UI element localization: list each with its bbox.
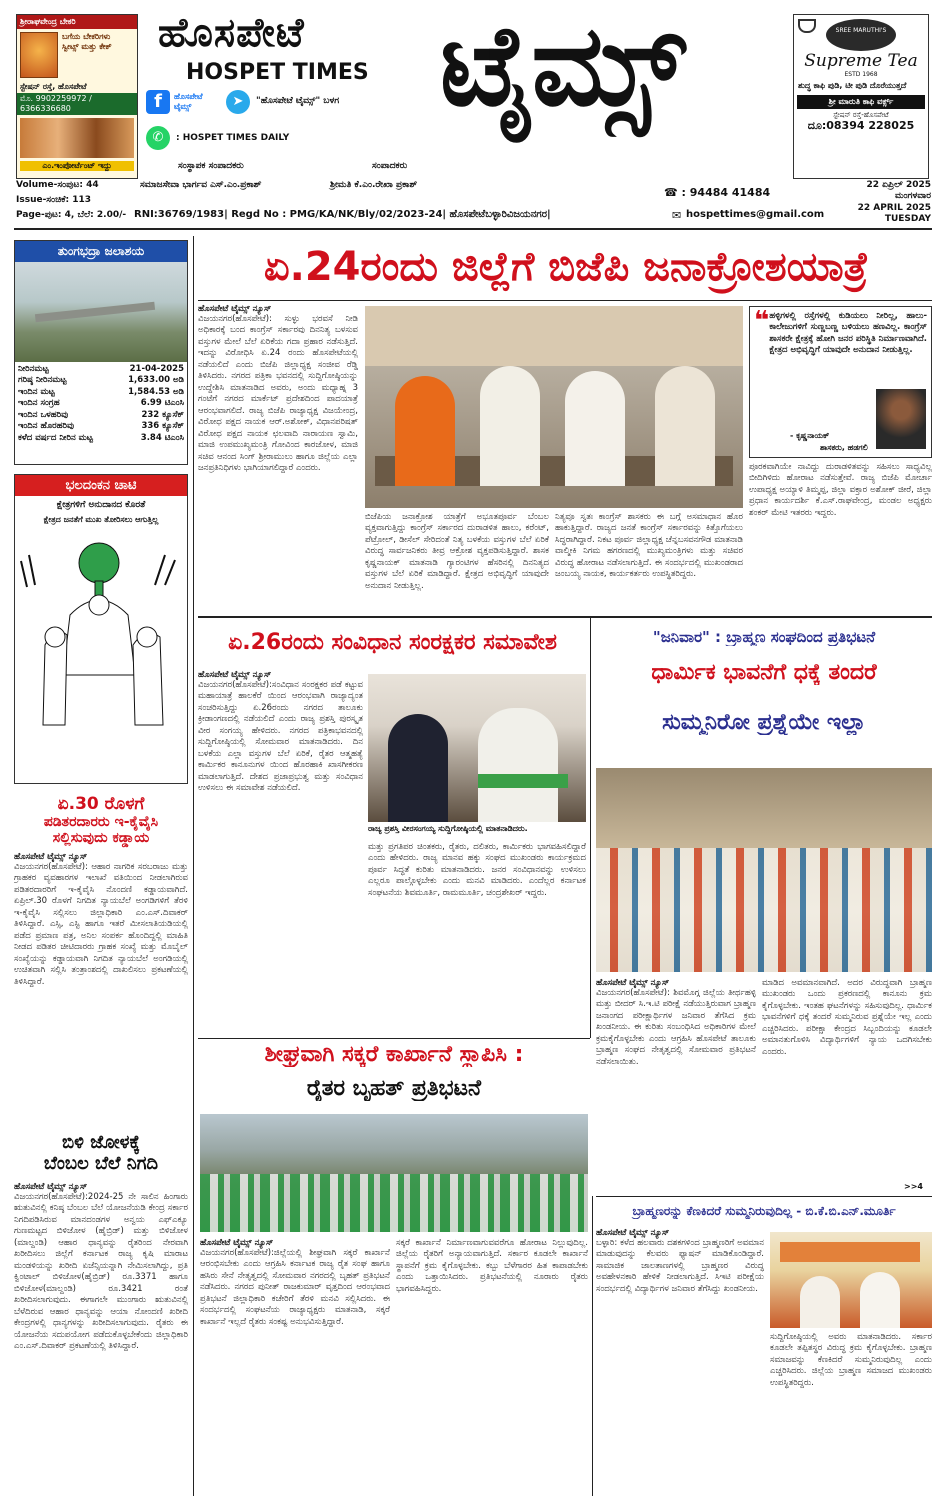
- facebook-label[interactable]: ಹೊಸಪೇಟೆ ಟೈಮ್ಸ್: [174, 92, 203, 111]
- story-sugar-body1: ವಿಜಯನಗರ(ಹೊಸಪೇಟೆ):ಜಿಲ್ಲೆಯಲ್ಲಿ ಶೀಘ್ರವಾಗಿ ಸಕ್ಕರೆ ಕಾರ್ಖಾನೆ ಆರಂಭಿಸಬೇಕು ಎಂದು ಆಗ್ರಹಿಸಿ ಕರ್ನಾಟಕ ರಾಜ್ಯ ರೈತ ಸಂಘ ಹಾಗೂ ಹಸಿರು ಸೇನೆ ನೇತೃತ್ವದಲ್ಲಿ ಸೋಮವಾರ ನಗರದಲ್ಲಿ ಬೃಹತ್ ಪ್ರತಿಭಟನೆ ನಡೆಸಿದರು. ನಗರದ ಪುನೀತ್ ರಾಜಕುಮಾರ್ ವೃತ್ತದಿಂದ ಆರಂಭವಾದ ಪ್ರತಿಭಟನೆ ಜಿಲ್ಲಾಧಿಕಾರಿ ಕಚೇರಿಗೆ ತೆರಳಿ ಮನವಿ ಸಲ್ಲಿಸಿದರು. ಈ ಸಂದರ್ಭದಲ್ಲಿ ಸಂಘಟನೆಯ ರಾಜ್ಯಾಧ್ಯಕ್ಷರು ಮಾತನಾಡಿ, ಸಕ್ಕರೆ ಕಾರ್ಖಾನೆ ಇಲ್ಲದೆ ರೈತರು ಸಂಕಷ್ಟ ಅನುಭವಿಸುತ್ತಿದ್ದಾರೆ.: [200, 1248, 390, 1327]
- cartoon-box: [14, 474, 188, 784]
- dam-row-value: 1,584.53 ಅಡಿ: [128, 386, 184, 397]
- dam-row-value: 232 ಕ್ಯೂಸೆಕ್: [141, 409, 184, 420]
- tea-cup-icon: [798, 19, 816, 33]
- story-sam-dateline: ಹೊಸಪೇಟೆ ಟೈಮ್ಸ್ ನ್ಯೂಸ್: [198, 670, 272, 680]
- founder-name: ಸಮಾಜಸೇವಾ ಭಾರ್ಗವ ಎಸ್.ಎಂ.ಪ್ರಕಾಶ್: [140, 180, 262, 190]
- telegram-icon[interactable]: ➤: [226, 90, 250, 114]
- dam-row: [18, 387, 184, 398]
- ad-right: [793, 14, 929, 179]
- ad-right-desc: ಶುದ್ಧ ಕಾಫಿ ಪುಡಿ, ಟೀ ಪುಡಿ ದೊರೆಯುತ್ತದೆ: [798, 80, 907, 90]
- ad-right-phone: ದೂ:08394 228025: [807, 119, 915, 133]
- dam-row-label: ಕಳೆದ ವರ್ಷದ ನೀರಿನ ಮಟ್ಟ: [18, 432, 93, 443]
- dam-table: [15, 362, 187, 446]
- lead-photo: [365, 306, 743, 508]
- story-brahmin-col2: [770, 1332, 932, 1496]
- story-brahmin-headline: ಬ್ರಾಹ್ಮಣರನ್ನು ಕೆಣಕಿದರೆ ಸುಮ್ಮನಿರುವುದಿಲ್ಲ - ಬಿ.ಕೆ.ಬಿ.ಎನ್.ಮೂರ್ತಿ: [632, 1204, 896, 1218]
- dam-row-value: 21-04-2025: [129, 364, 184, 374]
- dam-header: ತುಂಗಭದ್ರಾ ಜಲಾಶಯ: [15, 241, 187, 262]
- masthead-rule: [14, 228, 932, 230]
- story-janivara-body1: ವಿಜಯನಗರ(ಹೊಸಪೇಟೆ): ಶಿವಮೊಗ್ಗ ಜಿಲ್ಲೆಯ ತೀರ್ಥಹಳ್ಳಿ ಮತ್ತು ಬೀದರ್ ಸಿ.ಇ.ಟಿ ಪರೀಕ್ಷೆ ನಡೆಯುತ್ತಿರುವಾಗ ಬ್ರಾಹ್ಮಣ ಜನಾಂಗದ ಪರೀಕ್ಷಾರ್ಥಿಗಳ ಜನಿವಾರ ತೆಗೆಸಿದ ಕ್ರಮ ಖಂಡನೀಯ. ಈ ಕುರಿತು ಸಂಬಂಧಿಸಿದ ಅಧಿಕಾರಿಗಳ ಮೇಲೆ ಕ್ರಮಕೈಗೊಳ್ಳಬೇಕು ಎಂದು ಆಗ್ರಹಿಸಿ ಹೊಸಪೇಟೆ ತಾಲೂಕು ಬ್ರಾಹ್ಮಣ ಸಂಘದ ನೇತೃತ್ವದಲ್ಲಿ ಸೋಮವಾರ ಪ್ರತಿಭಟನೆ ನಡೆಸಲಾಯಿತು.: [596, 988, 756, 1067]
- email[interactable]: hospettimes@gmail.com: [686, 209, 825, 220]
- dam-row: [18, 364, 184, 375]
- ad-left-line2: ಸ್ವೀಟ್ಸ್ ಮತ್ತು ಕೇಕ್: [62, 42, 112, 51]
- cartoon-drawing: [15, 525, 187, 745]
- dam-row-label: ಗರಿಷ್ಠ ನೀರಿನಮಟ್ಟ: [18, 375, 67, 386]
- dam-row: [18, 421, 184, 432]
- story-sam-headline: ಏ.26ರಂದು ಸಂವಿಧಾನ ಸಂರಕ್ಷಕರ ಸಮಾವೇಶ: [228, 630, 557, 655]
- ad-left-line1: ಬಗೆಯ ಬೇಕರಿಗಳು: [62, 32, 111, 41]
- volume: Volume-ಸಂಪುಟ: 44: [16, 180, 99, 190]
- lead-headline: ಏ.24ರಂದು ಜಿಲ್ಲೆಗೆ ಬಿಜೆಪಿ ಜನಾಕ್ರೋಶಯಾತ್ರೆ: [263, 244, 869, 290]
- story-sugar-col2: [396, 1238, 588, 1496]
- story-sam-body2: ಮತ್ತು ಪ್ರಗತಿಪರ ಚಿಂತಕರು, ರೈತರು, ದಲಿತರು, ಕಾರ್ಮಿಕರು ಭಾಗವಹಿಸಲಿದ್ದಾರೆ ಎಂದು ಹೇಳಿದರು. ರಾಜ್ಯ ಮಾನವ ಹಕ್ಕು ಸಂಘದ ಮುಖಂಡರು ಕಾರ್ಯಕ್ರಮದ ಪೂರ್ವ ಸಿದ್ಧತೆ ಕುರಿತು ಮಾತನಾಡಿದರು. ಜನರ ಸಂವಿಧಾನವನ್ನು ಉಳಿಸಲು ಎಲ್ಲರೂ ಪಾಲ್ಗೊಳ್ಳಬೇಕು ಎಂದು ಮನವಿ ಮಾಡಿದರು. ಎಂದೆಲ್ಲರ ಕರ್ನಾಟಕ ಸಂಘಟನೆಯ ಶಿವಮೂರ್ತಿ, ರಾಮಮೂರ್ತಿ, ಚಂದ್ರಶೇಖರ್ ಇದ್ದರು.: [368, 842, 586, 898]
- cartoon-caption: ಕ್ಷೇತ್ರದ ಜನತೆಗೆ ಮುಖ ತೋರಿಸಲು ಆಗುತ್ತಿಲ್ಲ: [43, 515, 159, 525]
- story-janivara-body2: ಮಾಡಿದ ಅವಮಾನವಾಗಿದೆ. ಅದರ ವಿರುದ್ಧವಾಗಿ ಬ್ರಾಹ್ಮಣ ಮುಖಂಡರು ಒಂದು ಪ್ರಕರಣದಲ್ಲಿ ಕಾನೂನು ಕ್ರಮ ಕೈಗೊಳ್ಳಬೇಕು. ಇಂತಹ ಘಟನೆಗಳನ್ನು ಸಹಿಸುವುದಿಲ್ಲ. ಧಾರ್ಮಿಕ ಭಾವನೆಗಳಿಗೆ ಧಕ್ಕೆ ತಂದರೆ ಸುಮ್ಮನಿರುವ ಪ್ರಶ್ನೆಯೇ ಇಲ್ಲ ಎಂದು ಎಚ್ಚರಿಸಿದರು. ಪರೀಕ್ಷಾ ಕೇಂದ್ರದ ಸಿಬ್ಬಂದಿಯನ್ನು ಕೂಡಲೇ ಅಮಾನತುಗೊಳಿಸಿ ವಿದ್ಯಾರ್ಥಿಗಳಿಗೆ ನ್ಯಾಯ ಒದಗಿಸಬೇಕು ಎಂದರು.: [762, 978, 932, 1057]
- cartoon-title: ಕ್ಷೇತ್ರಗಳಿಗೆ ಅನುದಾನದ ಕೊರತೆ: [56, 500, 146, 510]
- story-sam-col1: [198, 670, 363, 1030]
- dam-row-value: 336 ಕ್ಯೂಸೆಕ್: [141, 421, 184, 432]
- left-story2-dateline: ಹೊಸಪೇಟೆ ಟೈಮ್ಸ್ ನ್ಯೂಸ್: [14, 1182, 88, 1192]
- day-kn: ಮಂಗಳವಾರ: [894, 191, 931, 202]
- telegram-label[interactable]: "ಹೊಸಪೇಟೆ ಟೈಮ್ಸ್" ಬಳಗ: [256, 96, 340, 106]
- left-story2-head1: ಬಿಳಿ ಜೋಳಕ್ಕೆ: [62, 1132, 140, 1153]
- left-story2-body: ವಿಜಯನಗರ(ಹೊಸಪೇಟೆ):2024-25 ನೇ ಸಾಲಿನ ಹಿಂಗಾರು ಋತುವಿನಲ್ಲಿ ಕನಿಷ್ಠ ಬೆಂಬಲ ಬೆಲೆ ಯೋಜನೆಯಡಿ ಕೇಂದ್ರ ಸರ್ಕಾರ ನಿಗದಿಪಡಿಸಿರುವ ಮಾನದಂಡಗಳ ಅನ್ವಯ ಎಫ್‌ಎಕ್ಯೂ ಗುಣಮಟ್ಟದ ಬಿಳಿಜೋಳ (ಹೈಬ್ರಿಡ್) ಮತ್ತು ಬಿಳಿಜೋಳ (ಮಾಲ್ದಂಡಿ) ಆಹಾರ ಧಾನ್ಯವನ್ನು ರೈತರಿಂದ ನೇರವಾಗಿ ಖರೀದಿಸಲು ಜಿಲ್ಲೆಗೆ ಕರ್ನಾಟಕ ರಾಜ್ಯ ಕೃಷಿ ಮಾರಾಟ ಮಂಡಳಿಯನ್ನು ಖರೀದಿ ಏಜೆನ್ಸಿಯನ್ನಾಗಿ ನೇಮಿಸಲಾಗಿದ್ದು, ಪ್ರತಿ ಕ್ವಿಂಟಾಲ್ ಬಿಳಿಜೋಳ(ಹೈಬ್ರಿಡ್) ರೂ.3371 ಹಾಗೂ ಬಿಳಿಜೋಳ(ಮಾಲ್ದಂಡಿ) ರೂ.3421 ರಂತೆ ಖರೀದಿಸಲಾಗುವುದು. ಈಗಾಗಲೇ ಮುಂಗಾರು ಋತುವಿನಲ್ಲಿ ಬೆಳೆದಿರುವ ಆಹಾರ ಧಾನ್ಯವನ್ನು ಆಯಾ ನೋಂದಣಿ ಖರೀದಿ ಕೇಂದ್ರಗಳಲ್ಲಿ ಧಾನ್ಯಗಳನ್ನು ಖರೀದಿಸಲಾಗುವುದು. ರೈತರು ಈ ಯೋಜನೆಯ ಸದುಪಯೋಗ ಪಡೆದುಕೊಳ್ಳಬೇಕೆಂದು ಜಿಲ್ಲಾಧಿಕಾರಿ ಎಂ.ಎಸ್.ದಿವಾಕರ್ ಪ್ರಕಟಣೆಯಲ್ಲಿ ತಿಳಿಸಿದ್ದಾರೆ.: [14, 1192, 188, 1352]
- dam-row-value: 1,633.00 ಅಡಿ: [128, 375, 184, 386]
- left-story1: [14, 794, 188, 1129]
- masthead-title-en: HOSPET TIMES: [186, 60, 369, 85]
- dam-row-label: ಇಂದಿನ ಹೊರಹರಿವು: [18, 421, 74, 432]
- ad-right-address: ಸ್ಟೇಷನ್ ರಸ್ತೆ-ಹೊಸಪೇಟೆ: [833, 110, 889, 119]
- lead-col4: [749, 462, 932, 610]
- story-sugar-dateline: ಹೊಸಪೇಟೆ ಟೈಮ್ಸ್ ನ್ಯೂಸ್: [200, 1238, 274, 1248]
- story-sam-photo: [368, 674, 586, 822]
- story-brahmin-dateline: ಹೊಸಪೇಟೆ ಟೈಮ್ಸ್ ನ್ಯೂಸ್: [596, 1228, 670, 1238]
- story-sam-body1: ವಿಜಯನಗರ(ಹೊಸಪೇಟೆ):ಸಂವಿಧಾನ ಸಂರಕ್ಷಕರ ಪಡೆ ಕಟ್ಟುವ ಮಹಾಯಾತ್ರೆ ಹಾಲಕೆರೆ ಯಿಂದ ಆರಂಭವಾಗಿ ರಾಜ್ಯಾದ್ಯಂತ ಸಂಚರಿಸುತ್ತಿದ್ದು ಏ.26ರಂದು ನಗರದ ತಾಲೂಕು ಕ್ರೀಡಾಂಗಣದಲ್ಲಿ ನಡೆಯಲಿದೆ ಎಂದು ರಾಜ್ಯ ಪ್ರಶಸ್ತಿ ಪುರಸ್ಕೃತ ವೀರ ಸಂಗಯ್ಯ ಹೇಳಿದರು. ನಗರದ ಪತ್ರಿಕಾಭವನದಲ್ಲಿ ಸುದ್ದಿಗೋಷ್ಠಿಯಲ್ಲಿ ಸೋಮವಾರ ಮಾತನಾಡಿದರು. ದಿನ ಬಳಕೆಯ ಎಲ್ಲಾ ವಸ್ತುಗಳ ಬೆಲೆ ಏರಿಕೆ, ರೈತರ ಆತ್ಮಹತ್ಯೆ ಕಾರ್ಮಿಕರ ಕಾನೂನುಗಳ ಯಿಂದ ಹೊರಹಾಕಿ ಖಾಸಗೀಕರಣ ಮಾಡಲಾಗುತ್ತಿದೆ. ದೇಶದ ಪ್ರಜಾಪ್ರಭುತ್ವ ಮತ್ತು ಸಂವಿಧಾನ ಉಳಿಸಲು ಈ ಸಮಾವೇಶ ನಡೆಯಲಿದೆ.: [198, 680, 363, 794]
- story-sugar-headline1: ಶೀಘ್ರವಾಗಿ ಸಕ್ಕರೆ ಕಾರ್ಖಾನೆ ಸ್ಥಾಪಿಸಿ :: [264, 1042, 524, 1067]
- dam-row-label: ಇಂದಿನ ಮಟ್ಟ: [18, 386, 55, 397]
- story-janivara-kicker: "ಜನಿವಾರ" : ಬ್ರಾಹ್ಮಣ ಸಂಘದಿಂದ ಪ್ರತಿಭಟನೆ: [652, 628, 876, 646]
- left-story1-head3: ಸಲ್ಲಿಸುವುದು ಕಡ್ಡಾಯ: [52, 830, 150, 846]
- quote-box: [749, 306, 932, 458]
- lead-quote: ಹಳ್ಳಿಗಳಲ್ಲಿ ರಸ್ತೆಗಳಲ್ಲಿ ಕುಡಿಯಲು ನೀರಿಲ್ಲ, ಹಾಲು-ಕಾಲೇಜುಗಳಿಗೆ ಸುಣ್ಣಬಣ್ಣ ಬಳಿಯಲು ಹಣವಿಲ್ಲ. ಕಾಂಗ್ರೆಸ್ ಶಾಸಕರೇ ಕ್ಷೇತ್ರಕ್ಕೆ ಹೋಗಿ ಜನರ ಪರಿಸ್ಥಿತಿ ನಿರ್ಮಾಣವಾಗಿದೆ. ಕ್ಷೇತ್ರದ ಅಭಿವೃದ್ಧಿಗೆ ಯಾವುದೇ ಅನುದಾನ ನೀಡುತ್ತಿಲ್ಲ.: [769, 311, 927, 356]
- dam-row-value: 3.84 ಟಿಎಂಸಿ: [140, 432, 184, 443]
- ad-left-phones: ಮೊ. 9902259972 / 6366336680: [17, 93, 137, 115]
- dam-row-label: ಇಂದಿನ ಒಳಹರಿವು: [18, 409, 69, 420]
- ad-right-brand: Supreme Tea: [804, 51, 918, 71]
- story-brahmin-photo: [770, 1232, 932, 1328]
- brahmin-top-rule: [596, 1196, 932, 1197]
- date-block: [836, 180, 931, 225]
- editor-name: ಶ್ರೀಮತಿ ಕೆ.ಎಂ.ರೇಖಾ ಪ್ರಕಾಶ್: [330, 180, 418, 190]
- left-story1-head: [14, 794, 188, 846]
- cartoon-header: ಭಲದಂಕನ ಚಾಟಿ: [15, 475, 187, 496]
- masthead-big-title: ಟೈಮ್ಸ್: [440, 1, 688, 131]
- date-en: 22 APRIL 2025: [857, 202, 931, 213]
- ad-left-logo: [17, 29, 137, 81]
- story-janivara-head1: ಧಾರ್ಮಿಕ ಭಾವನೆಗೆ ಧಕ್ಕೆ ತಂದರೆ: [651, 660, 877, 685]
- quote-author-photo: [876, 389, 926, 449]
- ad-right-shop: ಶ್ರೀ ಮಾರುತಿ ಕಾಫಿ ವರ್ಕ್ಸ್: [797, 95, 925, 109]
- story-sugar-body2: ಸಕ್ಕರೆ ಕಾರ್ಖಾನೆ ನಿರ್ಮಾಣವಾಗುವವರೆಗೂ ಹೋರಾಟ ನಿಲ್ಲುವುದಿಲ್ಲ. ಜಿಲ್ಲೆಯ ರೈತರಿಗೆ ಅನ್ಯಾಯವಾಗುತ್ತಿದೆ. ಸರ್ಕಾರ ಕೂಡಲೇ ಕಾರ್ಖಾನೆ ಸ್ಥಾಪನೆಗೆ ಕ್ರಮ ಕೈಗೊಳ್ಳಬೇಕು. ಕಬ್ಬು ಬೆಳೆಗಾರರ ಹಿತ ಕಾಪಾಡಬೇಕು ಎಂದು ಒತ್ತಾಯಿಸಿದರು. ಪ್ರತಿಭಟನೆಯಲ್ಲಿ ನೂರಾರು ರೈತರು ಭಾಗವಹಿಸಿದ್ದರು.: [396, 1238, 588, 1294]
- left-story1-body: ವಿಜಯನಗರ(ಹೊಸಪೇಟೆ): ಆಹಾರ ನಾಗರಿಕ ಸರಬರಾಜು ಮತ್ತು ಗ್ರಾಹಕರ ವ್ಯವಹಾರಗಳ ಇಲಾಖೆ ವತಿಯಿಂದ ನೀಡಲಾಗಿರುವ ಪಡಿತರದಾರರಿಗೆ ಇ-ಕೈವೈಸಿ ನೊಂದಣಿ ಕಡ್ಡಾಯವಾಗಿದೆ. ಏಪ್ರಿಲ್.30 ರೊಳಗೆ ನಿಗದಿತ ನ್ಯಾಯಬೆಲೆ ಅಂಗಡಿಗಳಿಗೆ ತೆರಳಿ ಇ-ಕೈವೈಸಿ ಸಲ್ಲಿಸಲು ಜಿಲ್ಲಾಧಿಕಾರಿ ಎಂ.ಎಸ್.ದಿವಾಕರ್ ತಿಳಿಸಿದ್ದಾರೆ. ಎಸ್ಸಿ, ಎಸ್ಟಿ ಹಾಗೂ ಇತರೆ ಮೀಸಲಾತಿಯಡಿಯಲ್ಲಿ ಪಡೆದ ಪ್ರಮಾಣ ಪತ್ರ, ಅನಿಲ ಸಂಪರ್ಕ ಹೊಂದಿದ್ದಲ್ಲಿ ಮಾಹಿತಿ ನೀಡದ ಪಡಿತರ ಚೀಟಿದಾರರು ಗ್ರಾಹಕ ಸಂಖ್ಯೆ ಮತ್ತು ಮೊಬೈಲ್ ಸಂಖ್ಯೆಯನ್ನು ಕಡ್ಡಾಯವಾಗಿ ನಿಗದಿತ ನ್ಯಾಯಬೆಲೆ ಅಂಗಡಿಯಲ್ಲಿ ಉಚಿತವಾಗಿ ಸಲ್ಲಿಸಿ ತಂತ್ರಾಂಶದಲ್ಲಿ ದಾಖಲಿಸಲು ಪ್ರಕಟಣೆಯಲ್ಲಿ ತಿಳಿಸಿದ್ದಾರೆ.: [14, 862, 188, 987]
- dam-row-label: ನೀರಿನಮಟ್ಟ: [18, 364, 49, 374]
- ad-left-address: ಸ್ಟೇಷನ್ ರಸ್ತೆ, ಹೊಸಪೇಟೆ: [20, 82, 87, 91]
- editor-label: ಸಂಪಾದಕರು: [372, 161, 408, 171]
- ad-right-est: ESTD 1968: [844, 71, 878, 78]
- founder-label: ಸಂಸ್ಥಾಪಕ ಸಂಪಾದಕರು: [178, 161, 244, 171]
- left-story1-head2: ಪಡಿತರದಾರರು ಇ-ಕೈವೈಸಿ: [43, 814, 159, 830]
- story-sugar-headline2: ರೈತರ ಬೃಹತ್ ಪ್ರತಿಭಟನೆ: [306, 1076, 482, 1101]
- left-divider: [193, 236, 194, 1496]
- ad-left: [16, 14, 138, 179]
- lead-dateline: ಹೊಸಪೇಟೆ ಟೈಮ್ಸ್ ನ್ಯೂಸ್: [198, 304, 272, 314]
- whatsapp-icon[interactable]: ✆: [146, 126, 170, 150]
- story-janivara-head2: ಸುಮ್ಮನಿರೋ ಪ್ರಶ್ನೆಯೇ ಇಲ್ಲಾ: [662, 710, 866, 735]
- lead-col1: [198, 304, 358, 600]
- right-bottom-divider: [592, 1196, 593, 1496]
- lead-bottom-rule: [198, 616, 932, 618]
- ad-right-brand-top: SREE MARUTHI'S: [835, 27, 887, 34]
- bakery-image: [20, 118, 134, 158]
- dam-row-label: ಇಂದಿನ ಸಂಗ್ರಹ: [18, 398, 60, 409]
- dam-row: [18, 410, 184, 421]
- ad-left-footer: ಎಂ.ಇಂಪೋರ್ಟೆಂಟ್ ಇದ್ದು: [20, 161, 134, 171]
- dam-row: [18, 433, 184, 444]
- story-sugar-col1: [200, 1238, 390, 1496]
- quote-mark-icon: ❝: [754, 306, 770, 336]
- ad-left-title: ಶ್ರೀರಾಘವೇಂದ್ರ ಬೇಕರಿ: [17, 15, 137, 29]
- left-story2: [14, 1132, 188, 1492]
- quote-role: ಶಾಸಕರು, ಹಡಗಲಿ: [820, 443, 868, 452]
- story-janivara-more[interactable]: >>4: [904, 1182, 923, 1191]
- day-en: TUESDAY: [884, 213, 931, 224]
- left-story2-head2: ಬೆಂಬಲ ಬೆಲೆ ನಿಗದಿ: [43, 1153, 159, 1174]
- reg-line: RNI:36769/1983| Regd No : PMG/KA/NK/Bly/02/2023-24| ಹೊಸಪೇಟೆಬಳ್ಳಾರಿವಿಜಯನಗರ|: [134, 209, 551, 220]
- deity-image: [20, 32, 58, 78]
- lead-col2: [365, 512, 549, 610]
- lead-rule: [198, 300, 932, 301]
- center-divider: [590, 618, 591, 1038]
- left-story1-dateline: ಹೊಸಪೇಟೆ ಟೈಮ್ಸ್ ನ್ಯೂಸ್: [14, 852, 88, 862]
- dam-photo: [15, 262, 187, 362]
- story-janivara-dateline: ಹೊಸಪೇಟೆ ಟೈಮ್ಸ್ ನ್ಯೂಸ್: [596, 978, 670, 988]
- left-story2-head: [14, 1132, 188, 1174]
- story-sam-caption: ರಾಜ್ಯ ಪ್ರಶಸ್ತಿ ವೀರಸಂಗಯ್ಯ ಸುದ್ದಿಗೋಷ್ಠಿಯಲ್ಲಿ ಮಾತನಾಡಿದರು.: [368, 824, 528, 833]
- dam-box: [14, 240, 188, 465]
- lead-body1: ವಿಜಯನಗರ(ಹೊಸಪೇಟೆ): ಸುಳ್ಳು ಭರವಸೆ ನೀಡಿ ಅಧಿಕಾರಕ್ಕೆ ಬಂದ ಕಾಂಗ್ರೆಸ್ ಸರ್ಕಾರವು ದಿನನಿತ್ಯ ಬಳಸುವ ವಸ್ತುಗಳ ಮೇಲೆ ಬೆಲೆ ಏರಿಕೆಯ ಗದಾ ಪ್ರಹಾರ ನಡೆಸುತ್ತಿದೆ. ಇದನ್ನು ವಿರೋಧಿಸಿ ಏ.24 ರಂದು ಹೊಸಪೇಟೆಯಲ್ಲಿ ನಡೆಯಲಿದೆ ಎಂದು ಬಿಜೆಪಿ ಜಿಲ್ಲಾಧ್ಯಕ್ಷ ಸಂಜೀವ ರೆಡ್ಡಿ ತಿಳಿಸಿದರು. ನಗರದ ಪತ್ರಿಕಾ ಭವನದಲ್ಲಿ ಸುದ್ದಿಗೋಷ್ಠಿಯನ್ನು ಉದ್ದೇಶಿಸಿ ಮಾತನಾಡಿದ ಅವರು, ಅಂದು ಮಧ್ಯಾಹ್ನ 3 ಗಂಟೆಗೆ ನಗರದ ಮಾರ್ಕೆಟ್ ಪ್ರದೇಶದಿಂದ ಪಾದಯಾತ್ರೆ ಆರಂಭವಾಗಲಿದೆ. ರಾಜ್ಯ ಬಿಜೆಪಿ ರಾಜ್ಯಾಧ್ಯಕ್ಷ ವಿಜಯೇಂದ್ರ, ವಿರೋಧ ಪಕ್ಷದ ನಾಯಕ ಆರ್.ಅಶೋಕ್, ವಿಧಾನಪರಿಷತ್ ವಿರೋಧ ಪಕ್ಷದ ನಾಯಕ ಛಲವಾದಿ ನಾರಾಯಣ ಸ್ವಾಮಿ, ಮಾಜಿ ಉಪಮುಖ್ಯಮಂತ್ರಿ ಗೋವಿಂದ ಕಾರಜೋಳ, ಮಾಜಿ ಸಚಿವ ಆನಂದ ಸಿಂಗ್ ಶ್ರೀರಾಮುಲು ಹಾಗೂ ಜಿಲ್ಲೆಯ ಎಲ್ಲಾ ಜನಪ್ರತಿನಿಧಿಗಳು ಭಾಗಿಯಾಗಲಿದ್ದಾರೆ ಎಂದರು.: [198, 314, 358, 474]
- pages: Page-ಪುಟ: 4, ಬೆಲೆ: 2.00/-: [16, 210, 127, 220]
- story-sugar-photo: [200, 1114, 588, 1232]
- sugar-top-rule: [198, 1038, 590, 1039]
- whatsapp-label[interactable]: : HOSPET TIMES DAILY: [176, 133, 290, 143]
- email-icon: ✉: [672, 209, 682, 222]
- story-brahmin-body2: ಸುದ್ದಿಗೋಷ್ಠಿಯಲ್ಲಿ ಅವರು ಮಾತನಾಡಿದರು. ಸರ್ಕಾರ ಕೂಡಲೇ ತಪ್ಪಿತಸ್ಥರ ವಿರುದ್ಧ ಕ್ರಮ ಕೈಗೊಳ್ಳಬೇಕು. ಬ್ರಾಹ್ಮಣ ಸಮಾಜವನ್ನು ಕೆಣಕಿದರೆ ಸುಮ್ಮನಿರುವುದಿಲ್ಲ ಎಂದು ಎಚ್ಚರಿಸಿದರು. ಜಿಲ್ಲೆಯ ಬ್ರಾಹ್ಮಣ ಸಮಾಜದ ಮುಖಂಡರು ಉಪಸ್ಥಿತರಿದ್ದರು.: [770, 1332, 932, 1388]
- story-janivara-col2: [762, 978, 932, 1178]
- story-janivara-col1: [596, 978, 756, 1190]
- lead-col3: [555, 512, 743, 610]
- facebook-icon[interactable]: f: [146, 90, 170, 114]
- masthead-title-kn: ಹೊಸಪೇಟೆ: [158, 10, 305, 56]
- lead-body3: ನಿತ್ಯವೂ ಸ್ವತಃ ಕಾಂಗ್ರೆಸ್ ಶಾಸಕರು ಈ ಬಗ್ಗೆ ಅಸಮಾಧಾನ ಹೊರ ಹಾಕುತ್ತಿದ್ದಾರೆ. ರಾಜ್ಯದ ಜನತೆ ಕಾಂಗ್ರೆಸ್ ಸರ್ಕಾರವನ್ನು ಕಿತ್ತೊಗೆಯಲು ಸಿದ್ಧರಾಗಿದ್ದಾರೆ. ನಿಕಟ ಪೂರ್ವ ಜಿಲ್ಲಾಧ್ಯಕ್ಷ ಚೆನ್ನಬಸವನಗೌಡ ಮಾತನಾಡಿ ವಾಲ್ಮೀಕಿ ನಿಗಮ ಹಗರಣದಲ್ಲಿ ಮುಖ್ಯಮಂತ್ರಿಗಳು ಮತ್ತು ಸಚಿವರ ವಿರುದ್ಧ ಹೋರಾಟ ನಡೆಸಲಾಗುತ್ತಿದೆ. ಈ ಸಂದರ್ಭದಲ್ಲಿ ಮುಖಂಡರಾದ ಜಂಬಯ್ಯ ನಾಯಕ, ಕಾರ್ಯಕರ್ತರು ಉಪಸ್ಥಿತರಿದ್ದರು.: [555, 512, 743, 580]
- story-brahmin-body1: ಬಳ್ಳಾರಿ: ಕಳೆದ ಹಲವಾರು ದಶಕಗಳಿಂದ ಬ್ರಾಹ್ಮಣರಿಗೆ ಅವಮಾನ ಮಾಡುವುದನ್ನು ಕೆಲವರು ಫ್ಯಾಷನ್ ಮಾಡಿಕೊಂಡಿದ್ದಾರೆ. ಸಾಮಾಜಿಕ ಜಾಲತಾಣಗಳಲ್ಲಿ ಬ್ರಾಹ್ಮಣರ ವಿರುದ್ಧ ಅವಹೇಳನಕಾರಿ ಹೇಳಿಕೆ ನೀಡಲಾಗುತ್ತಿದೆ. ಸಿಇಟಿ ಪರೀಕ್ಷೆಯ ಸಂದರ್ಭದಲ್ಲಿ ವಿದ್ಯಾರ್ಥಿಗಳ ಜನಿವಾರ ತೆಗೆಸಿದ್ದು ಖಂಡನೀಯ.: [596, 1238, 764, 1294]
- dam-row: [18, 375, 184, 386]
- issue: Issue-ಸಂಚಿಕೆ: 113: [16, 195, 92, 205]
- quote-author: - ಕೃಷ್ಣನಾಯಕ್: [790, 431, 830, 440]
- lead-body2: ಬಿಜೆಪಿಯ ಜನಾಕ್ರೋಶ ಯಾತ್ರೆಗೆ ಅಭೂತಪೂರ್ವ ಬೆಂಬಲ ವ್ಯಕ್ತವಾಗುತ್ತಿದ್ದು ಕಾಂಗ್ರೆಸ್ ಸರ್ಕಾರದ ದುರಾಡಳಿತ ಹಾಲು, ಕರೆಂಟ್, ಪೆಟ್ರೋಲ್, ಡೀಸೆಲ್ ಸೇರಿದಂತೆ ನಿತ್ಯ ಬಳಕೆಯ ವಸ್ತುಗಳ ಬೆಲೆ ಏರಿಕೆ ವಿರುದ್ಧ ಸಾರ್ವಜನಿಕರು ತೀವ್ರ ಆಕ್ರೋಶ ವ್ಯಕ್ತಪಡಿಸುತ್ತಿದ್ದಾರೆ. ಶಾಸಕ ಕೃಷ್ಣನಾಯಕ್ ಮಾತನಾಡಿ ಗ್ಯಾರಂಟಿಗಳ ಹೆಸರಿನಲ್ಲಿ ದಿನನಿತ್ಯದ ವಸ್ತುಗಳ ಬೆಲೆ ಏರಿಕೆ ಮಾಡಿದ್ದಾರೆ. ಕ್ಷೇತ್ರದ ಅಭಿವೃದ್ಧಿಗೆ ಯಾವುದೇ ಅನುದಾನ ನೀಡುತ್ತಿಲ್ಲ.: [365, 512, 549, 591]
- dam-row-value: 6.99 ಟಿಎಂಸಿ: [140, 398, 184, 409]
- phone-number: ☎ : 94484 41484: [664, 186, 771, 199]
- lead-body4: ಪೂರಕವಾಗಿಯೇ ನಾವಿದ್ದು ದುರಾಡಳಿತವನ್ನು ಸಹಿಸಲು ಸಾಧ್ಯವಿಲ್ಲ ಬೀದಿಗಿಳಿದು ಹೋರಾಟ ನಡೆಸುತ್ತೇವೆ. ರಾಜ್ಯ ಬಿಜೆಪಿ ಮೋರ್ಚಾ ಉಪಾಧ್ಯಕ್ಷ ಅಯ್ಯಾಳಿ ತಿಮ್ಮಪ್ಪ, ಜಿಲ್ಲಾ ವಕ್ತಾರ ಅಶೋಕ್ ಜೀರೆ, ಜಿಲ್ಲಾ ಪ್ರಧಾನ ಕಾರ್ಯದರ್ಶಿ ಕೆ.ಎಸ್.ರಾಘವೇಂದ್ರ, ಮಂಡಲ ಅಧ್ಯಕ್ಷರು ಶಂಕರ್ ಮೇಟಿ ಇತರರು ಇದ್ದರು.: [749, 462, 932, 518]
- date-kn: 22 ಏಪ್ರಿಲ್ 2025: [866, 180, 931, 190]
- story-sam-col2: [368, 842, 586, 1030]
- dam-row: [18, 398, 184, 409]
- left-story1-head1: ಏ.30 ರೊಳಗೆ: [57, 794, 145, 814]
- story-janivara-photo: [596, 768, 932, 972]
- story-brahmin-col1: [596, 1228, 764, 1496]
